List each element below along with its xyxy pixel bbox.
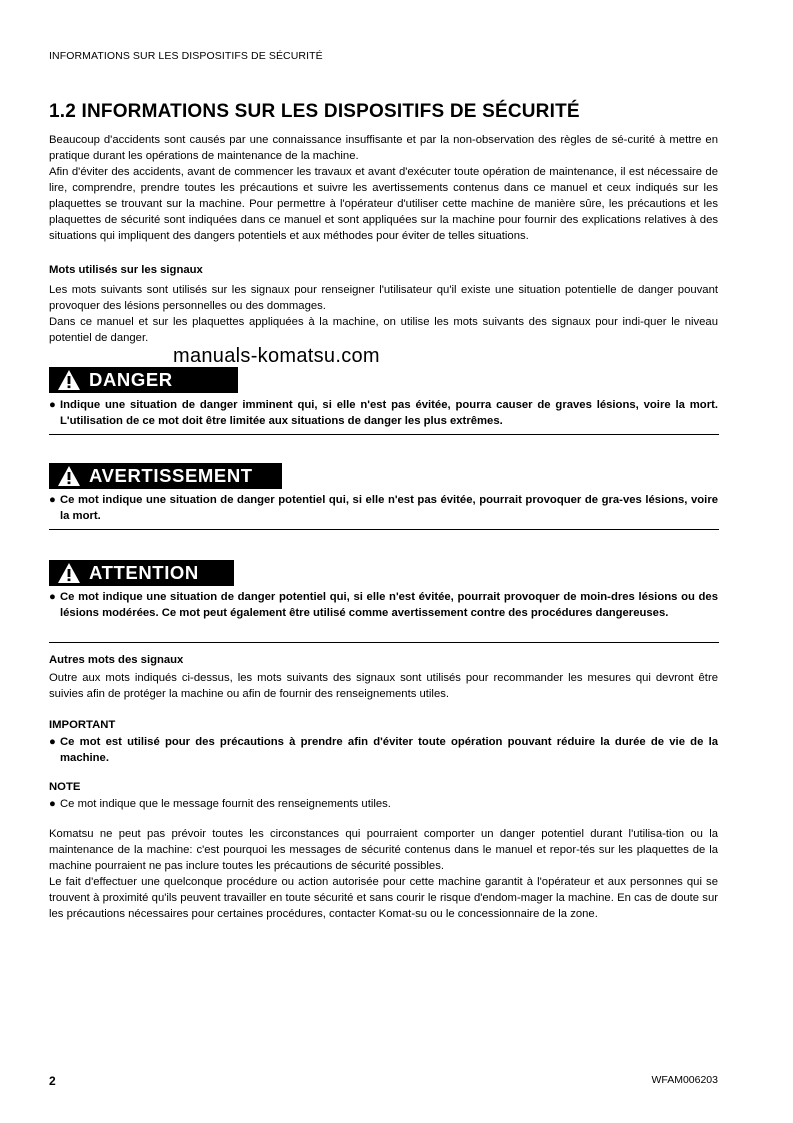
avertissement-banner [49,463,282,489]
attention-description [49,589,718,621]
bullet-dot: ● [49,798,56,810]
danger-divider [49,434,719,435]
avertissement-description [49,492,718,524]
danger-description [49,397,718,429]
document-code: WFAM006203 [651,1074,718,1086]
attention-divider [49,642,719,643]
attention-banner [49,560,234,586]
important-description [49,734,718,766]
bullet-dot: ● [49,399,56,411]
closing-paragraph-1: Komatsu ne peut pas prévoir toutes les circonstances qui pourraient comporter un danger potentiel durant l'utilisa-tion ou la maintenance de la machine: c'est pourquoi les messages de sécurité contenus dans le manuel et repor-tés sur les plaquettes de la machine pourraient ne pas inclure toutes les précautions de sécurité possibles. [49,828,718,872]
attention-label: ATTENTION [89,562,199,583]
note-text: Ce mot indique que le message fournit des renseignements utiles. [60,798,391,810]
avertissement-divider [49,529,719,530]
other-signals-heading: Autres mots des signaux [49,654,184,666]
bullet-dot: ● [49,736,56,748]
danger-banner [49,367,238,393]
note-description [49,796,718,812]
avertissement-text: Ce mot indique une situation de danger potentiel qui, si elle n'est pas évitée, pourrait provoquer de gra-ves lésions, voire la mort. [60,494,718,522]
important-heading: IMPORTANT [49,719,116,731]
page-number: 2 [49,1074,56,1088]
note-heading: NOTE [49,781,81,793]
warning-triangle-icon [57,562,81,584]
other-signals-paragraph: Outre aux mots indiqués ci-dessus, les mots suivants des signaux sont utilisés pour recommander les mesures qui devront être suivies afin de protéger la machine ou afin de fournir des renseignements utiles. [49,672,718,700]
warning-triangle-icon [57,369,81,391]
bullet-dot: ● [49,591,56,603]
signal-words-paragraph-1: Les mots suivants sont utilisés sur les signaux pour renseigner l'utilisateur qu'il existe une situation potentielle de danger pouvant provoquer des lésions personnelles ou des dommages. [49,284,718,312]
closing-paragraph-2: Le fait d'effectuer une quelconque procédure ou action autorisée pour cette machine garantit à l'opérateur et aux personnes qui se trouvent à proximité qu'ils peuvent travailler en toute sécurité et sans courir le risque d'endom-mager la machine. En cas de doute sur les précautions nécessaires pour certaines procédures, contacter Komat-su ou le concessionnaire de la zone. [49,876,718,920]
section-title: 1.2 INFORMATIONS SUR LES DISPOSITIFS DE SÉCURITÉ [49,101,580,122]
danger-text: Indique une situation de danger imminent qui, si elle n'est pas évitée, pourra causer de graves lésions, voire la mort. L'utilisation de ce mot doit être limitée aux situations de danger les plus extrêmes. [60,399,718,427]
important-text: Ce mot est utilisé pour des précautions à prendre afin d'éviter toute opération pouvant réduire la durée de vie de la machine. [60,736,718,764]
attention-text: Ce mot indique une situation de danger potentiel qui, si elle n'est évitée, pourrait provoquer de moin-dres lésions ou des lésions modérées. Ce mot peut également être utilisé comme avertissement contre des procédures dangereuses. [60,591,718,619]
bullet-dot: ● [49,494,56,506]
signal-words-paragraph-2: Dans ce manuel et sur les plaquettes appliquées à la machine, on utilise les mots suivants des signaux pour indi-quer le niveau potentiel de danger. [49,316,718,344]
danger-label: DANGER [89,369,173,390]
intro-paragraph-2: Afin d'éviter des accidents, avant de commencer les travaux et avant d'exécuter toute opération de maintenance, il est nécessaire de lire, comprendre, prendre toutes les précautions et suivre les avertissements contenus dans ce manuel et ceux indiqués sur les plaquettes se trouvant sur la machine. Pour permettre à l'opérateur d'utiliser cette machine de manière sûre, les précautions et les plaquettes de sécurité sont indiquées dans ce manuel et sont appliquées sur la machine pour fournir des explications relatives à des situations qui impliquent des dangers potentiels et aux méthodes pour éviter de telles situations. [49,166,718,242]
running-header: INFORMATIONS SUR LES DISPOSITIFS DE SÉCURITÉ [49,50,323,62]
avertissement-label: AVERTISSEMENT [89,465,253,486]
intro-paragraph-1: Beaucoup d'accidents sont causés par une connaissance insuffisante et par la non-observation des règles de sé-curité à mettre en pratique durant les opérations de maintenance de la machine. [49,134,718,162]
signal-words-heading: Mots utilisés sur les signaux [49,264,203,276]
warning-triangle-icon [57,465,81,487]
watermark-text: manuals-komatsu.com [173,345,380,367]
